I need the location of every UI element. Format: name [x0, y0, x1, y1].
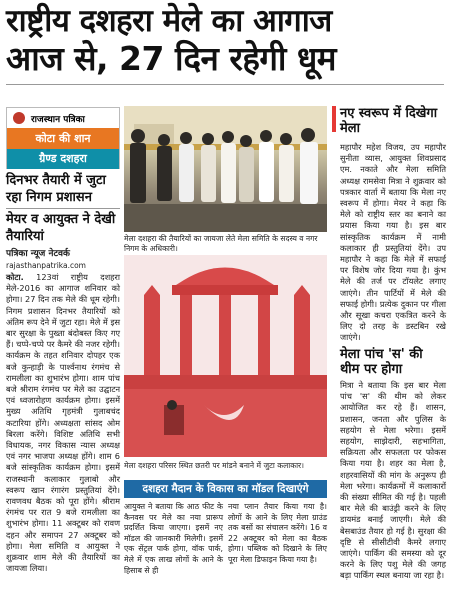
site-url: rajasthanpatrika.com [6, 261, 86, 270]
right-head-theme: मेला पांच 'स' की थीम पर होगा [340, 347, 423, 377]
dateline: कोटा. [6, 272, 24, 282]
headline-line-1: राष्ट्रीय दशहरा मेले का आगाज [6, 3, 332, 39]
logo-event: ग्रैण्ड दशहरा [7, 149, 119, 169]
right-head-new-look: नए स्वरूप में दिखेगा मेला [340, 106, 438, 136]
news-network: पत्रिका न्यूज नेटवर्क [6, 249, 70, 259]
headline-line-2: आज से, 27 दिन रहेगी धूम [6, 39, 336, 78]
model-banner: दशहरा मैदान के विकास का मॉडल दिखाएंगे [124, 480, 327, 498]
subhead-rule [6, 208, 120, 209]
byline [6, 248, 120, 272]
left-body-text: 123वां राष्ट्रीय दशहरा मेले-2016 का आगाज शनिवार को होगा। 27 दिन तक मेले की धूम रहेगी। निगम प्रशासन दिनभर तैयारियों को अंतिम रूप देने में जुटा रहा। मेले में इस बार सुरक्षा के पुख्ता बंदोबस्त किए गए हैं। चप्पे-चप्पे पर कैमरे की नजर रहेगी। कार्यक्रम के तहत शनिवार दोपहर एक बजे कुन्हाड़ी के पार्श्वनाथ रंगमंच से रामलीला का शुभारंभ होगा। शाम पांच बजे श्रीराम रंगमंच पर मेले का उद्घाटन एवं ध्वजारोहण कार्यक्रम होगा। इसमें मुख्य अतिथि गृहमंत्री गुलाबचंद कटारिया होंगे। अध्यक्षता सांसद ओम बिरला करेंगे। विशिष्ट अतिथि सभी विधायक, नगर विकास न्यास अध्यक्ष एवं नगर भाजपा अध्यक्ष होंगे। शाम 6 बजे सांस्कृतिक कार्यक्रम होगा। इसमें राजस्थानी कलाकार गुलाबो और स्वरूप खान रंगारंग प्रस्तुतियां देंगे। रावणवध बैठक को पूरा होंगे। श्रीराम रंगमंच पर रात 9 बजे रामलीला का शुभारंभ होगा। 11 अक्टूबर को रावण दहन और समापन 27 अक्टूबर को होगा। मेला समिति व आयुक्त ने शुक्रवार शाम मेले की तैयारियों का जायजा लिया। [6, 272, 120, 574]
bottom-col-2: नया प्लान तैयार किया गया है। लोगों के आने के लिए मेला ग्राउंड तक बसों का संचालन करेंगे। 16 व 22 अक्टूबर को मेला का बैठक होगा। पब्लिक को दिखाने के लिए पूरा मेला डिफाइन किया गया है। [228, 502, 327, 564]
red-marker [332, 106, 336, 132]
left-body [6, 272, 120, 574]
photo-chhatri [124, 255, 327, 457]
right-body-2: मित्रा ने बताया कि इस बार मेला पांच 'स' की थीम को लेकर आयोजित कर रहे हैं। शासन, प्रशासन, जनता और पुलिस के सहयोग से मेला भरेगा। इसमें सहयोग, साझेदारी, सहभागिता, सक्रियता और सफलता पर फोकस किया गया है। शहर का मेला है, शहरवासियों की मांग के अनुरूप ही मेला भरेगा। कार्यक्रमों में कलाकारों की संख्या सीमित की गई है। पहली बार मेले की बाउंड्री करने के लिए डायमंड बनाई जाएगी। मेले की बेसबाउंड तैयार हो गई है। सुरक्षा की दृष्टि से सीसीटीवी कैमरे लगाए जाएंगे। पार्किंग की समस्या को दूर करने के लिए पशु मेले की जगह बड़ा पार्किंग स्थल बनाया जा रहा है। [340, 380, 446, 581]
paper-name: राजस्थान पत्रिका [7, 108, 119, 128]
subhead-mayor: मेयर व आयुक्त ने देखी तैयारियां [6, 212, 116, 244]
subhead-preparations: दिनभर तैयारी में जुटा रहा निगम प्रशासन [6, 173, 106, 205]
right-body-1: महापौर महेश विजय, उप महापौर सुनीता व्यास, आयुक्त शिवप्रसाद एम. नकाते और मेला समिति अध्यक्ष रामसेवा मित्रा ने शुक्रवार को पत्रकार वार्ता में बताया कि मेला नए स्वरूप में होगा। मेयर ने कहा कि मेले को राष्ट्रीय स्तर का बनाने का प्रयास किया गया है। इस बार सांस्कृतिक कार्यक्रम में नामी कलाकार ही प्रस्तुतियां देंगे। उप महापौर ने कहा कि मेले में सफाई पर विशेष जोर दिया गया है। कुंभ मेले की तर्ज पर टॉयलेट लगाए जाएंगे। तीन पार्टियों में मेले की सफाई होगी। प्रत्येक दुकान पर गीला और सूखा कचरा एकत्रित करने के लिए दो तरह के डस्टबिन रखे जाएंगे। [340, 142, 446, 343]
photo-inspection-caption: मेला दशहरा की तैयारियों का जायजा लेते मेला समिति के सदस्य व नगर निगम के अधिकारी। [124, 234, 318, 253]
logo-series: कोटा की शान [7, 128, 119, 149]
section-logo [6, 107, 120, 169]
photo-inspection [124, 106, 327, 232]
photo-chhatri-caption: मेला दशहरा परिसर स्थित छतरी पर मांडने बनाने में जुटा कलाकार। [124, 461, 305, 470]
headline [6, 2, 446, 78]
bottom-col-1: आयुक्त ने बताया कि आठ फीट के कैनवस पर मेले का नया प्रारूप प्रदर्शित किया जाएगा। इसमें नए मॉडल की जानकारी मिलेगी। इसमें एक सेंट्रल पार्क होगा, वॉक पार्क, मेले में एक लाख लोगों के आने के हिसाब से ही [124, 502, 223, 575]
headline-rule [6, 84, 444, 85]
